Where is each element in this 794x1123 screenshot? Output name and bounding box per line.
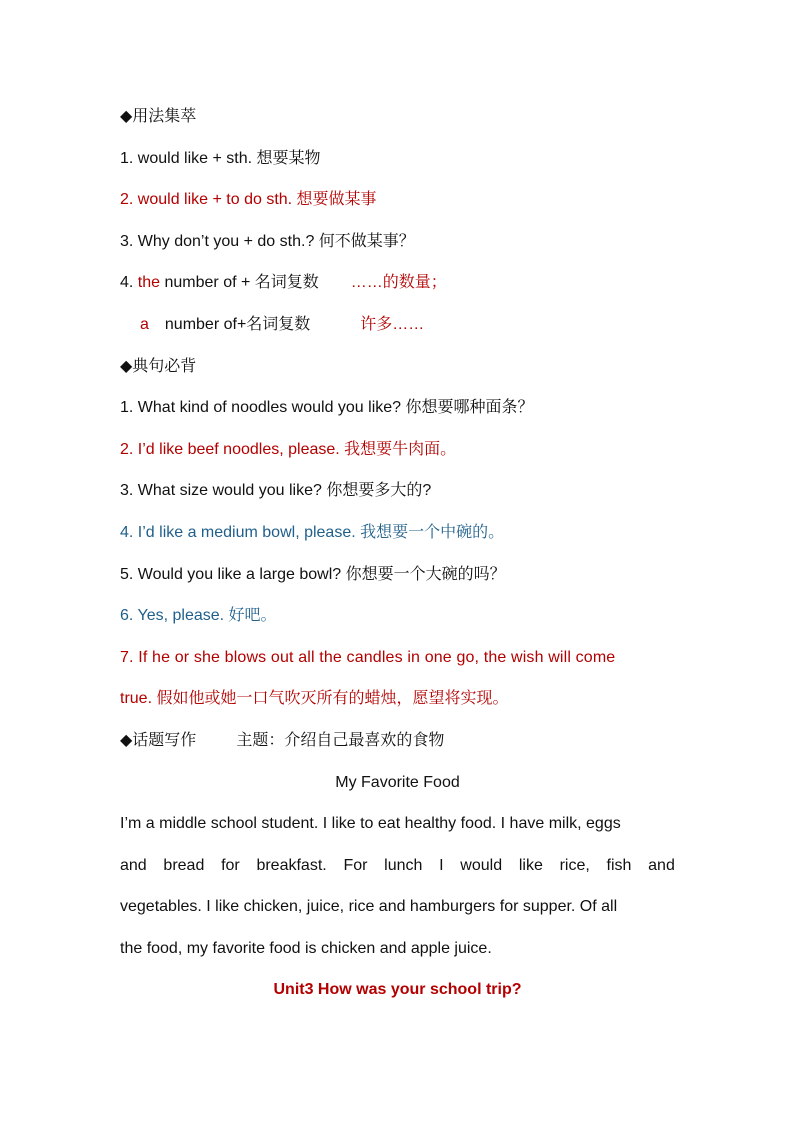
essay-word: like <box>518 856 543 874</box>
usage-item-4-meaning: ……的数量； <box>350 274 447 292</box>
essay-word: and <box>648 856 675 874</box>
essay-word: and <box>120 856 147 874</box>
usage-item-5-text: number of+名词复数 <box>164 315 311 333</box>
usage-item-3: 3. Why don’t you + do sth.? 何不做某事？ <box>120 232 415 250</box>
usage-item-4-the: the <box>137 274 161 292</box>
writing-heading-row <box>120 720 675 762</box>
essay-word: I <box>439 856 444 874</box>
essay-word: breakfast. <box>256 856 327 874</box>
usage-item-5-a: a <box>140 315 149 333</box>
essay-line-2 <box>120 845 675 887</box>
essay-line-4: the food, my favorite food is chicken and apple juice. <box>120 939 492 957</box>
sentences-heading: ◆典句必背 <box>120 357 197 375</box>
writing-topic: 主题：介绍自己最喜欢的食物 <box>236 731 445 749</box>
sentence-6: 6. Yes, please. 好吧。 <box>120 607 277 625</box>
essay-title: My Favorite Food <box>335 773 460 791</box>
usage-item-4 <box>120 262 675 304</box>
sentence-4: 4. I’d like a medium bowl, please. 我想要一个中碗的。 <box>120 523 505 541</box>
sentence-1: 1. What kind of noodles would you like? 你想要哪种面条？ <box>120 399 534 417</box>
usage-heading: ◆用法集萃 <box>120 108 197 125</box>
usage-item-5-meaning: 许多…… <box>360 315 425 333</box>
essay-word: for <box>221 856 240 874</box>
essay-line-1: I’m a middle school student. I like to eat healthy food. I have milk, eggs <box>120 815 621 833</box>
sentence-7-line-1: 7. If he or she blows out all the candles in one go, the wish will come <box>120 648 616 666</box>
essay-word: For <box>343 856 368 874</box>
usage-item-4-text: number of + 名词复数 <box>160 274 319 292</box>
usage-item-5 <box>120 304 675 346</box>
sentence-2: 2. I’d like beef noodles, please. 我想要牛肉面。 <box>120 440 457 458</box>
sentence-7-line-2: true. 假如他或她一口气吹灭所有的蜡烛，愿望将实现。 <box>120 690 509 708</box>
essay-word: rice, <box>559 856 590 874</box>
essay-word: fish <box>606 856 632 874</box>
usage-item-1: 1. would like + sth. 想要某物 <box>120 149 321 167</box>
essay-word: bread <box>163 856 205 874</box>
sentence-5: 5. Would you like a large bowl? 你想要一个大碗的吗？ <box>120 565 506 583</box>
usage-item-4-prefix: 4. <box>120 274 138 292</box>
essay-line-3: vegetables. I like chicken, juice, rice and hamburgers for supper. Of all <box>120 898 618 916</box>
essay-word: would <box>460 856 503 874</box>
unit-title: Unit3 How was your school trip? <box>273 981 522 999</box>
sentence-3: 3. What size would you like? 你想要多大的? <box>120 482 432 500</box>
essay-word: lunch <box>384 856 423 874</box>
document-page <box>120 96 675 1011</box>
writing-heading: ◆话题写作 <box>120 731 197 749</box>
usage-item-2: 2. would like + to do sth. 想要做某事 <box>120 191 377 209</box>
